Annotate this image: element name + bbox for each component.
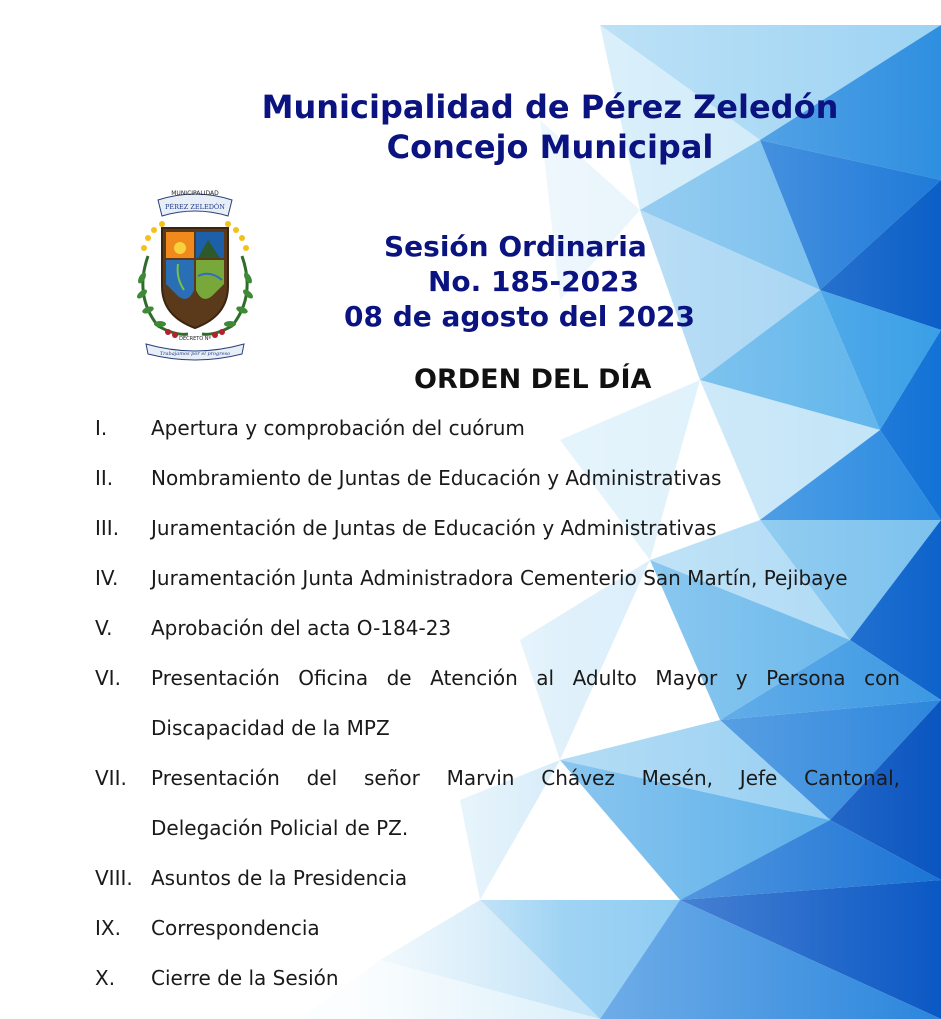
agenda-item-text: Presentación Oficina de Atención al Adulto Mayor y Persona con: [151, 666, 900, 690]
agenda-item-number: IX.: [95, 916, 121, 940]
agenda-item-number: IV.: [95, 566, 119, 590]
agenda-item-number: X.: [95, 966, 116, 990]
agenda-item-number: VII.: [95, 766, 127, 790]
municipality-title: Municipalidad de Pérez Zeledón: [261, 88, 839, 126]
agenda-item-text: Cierre de la Sesión: [151, 966, 339, 990]
agenda-item-text: Correspondencia: [151, 916, 320, 940]
agenda-heading: ORDEN DEL DÍA: [414, 364, 652, 395]
session-number: No. 185-2023: [428, 265, 640, 298]
logo-banner-name: PÉREZ ZELEDÓN: [165, 203, 225, 211]
session-type: Sesión Ordinaria: [384, 230, 647, 263]
logo-motto: Trabajamos por el progreso: [159, 351, 231, 357]
agenda-item-text: Presentación del señor Marvin Chávez Mesén, Jefe Cantonal,: [151, 766, 900, 790]
council-title: Concejo Municipal: [386, 128, 714, 166]
agenda-item-text: Apertura y comprobación del cuórum: [151, 416, 525, 440]
logo-decree: DECRETO Nº: [179, 336, 211, 342]
agenda-item-text: Asuntos de la Presidencia: [151, 866, 408, 890]
session-date: 08 de agosto del 2023: [344, 300, 696, 333]
agenda-item-text-line2: Discapacidad de la MPZ: [151, 716, 390, 740]
agenda-item-number: VI.: [95, 666, 121, 690]
agenda-item-text: Juramentación de Juntas de Educación y Administrativas: [151, 516, 717, 540]
logo-banner-top: MUNICIPALIDAD: [171, 190, 219, 197]
agenda-item-text-line2: Delegación Policial de PZ.: [151, 816, 409, 840]
agenda-item-text: Juramentación Junta Administradora Cementerio San Martín, Pejibaye: [151, 566, 848, 590]
agenda-item-number: II.: [95, 466, 114, 490]
agenda-item-number: I.: [95, 416, 108, 440]
agenda-item-number: III.: [95, 516, 120, 540]
agenda-item-number: VIII.: [95, 866, 133, 890]
agenda-item-number: V.: [95, 616, 113, 640]
agenda-item-text: Aprobación del acta O-184-23: [151, 616, 452, 640]
agenda-item-text: Nombramiento de Juntas de Educación y Administrativas: [151, 466, 722, 490]
municipal-coat-of-arms-logo: [128, 186, 262, 364]
